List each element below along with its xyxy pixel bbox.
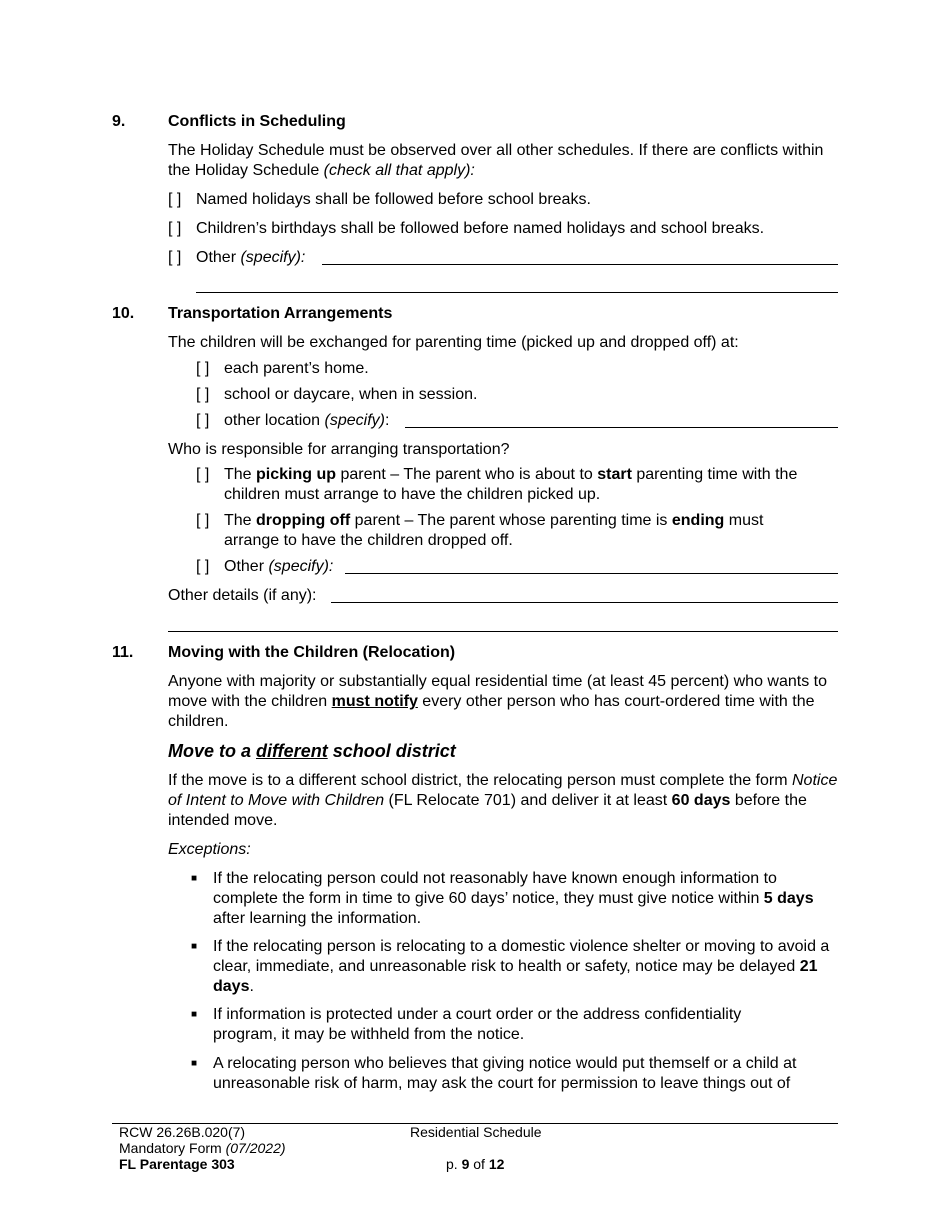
section-10-number: 10. [112, 305, 135, 322]
holiday-option-named[interactable]: [ ] Named holidays shall be followed before school breaks. [168, 191, 591, 208]
location-other-specify-line[interactable] [405, 427, 838, 428]
section-10-intro: The children will be exchanged for parenting time (picked up and dropped off) at: [168, 334, 739, 351]
section-9-number: 9. [112, 113, 126, 130]
transport-question: Who is responsible for arranging transportation? [168, 441, 510, 458]
holiday-other-continuation-line[interactable] [196, 292, 838, 293]
bullet-icon: ■ [191, 1009, 198, 1020]
checkbox[interactable]: [ ] [196, 360, 210, 377]
footer-rcw: RCW 26.26B.020(7) [119, 1124, 246, 1140]
subheading-different-school-district: Move to a different school district [168, 741, 456, 761]
other-details-line[interactable] [331, 602, 838, 603]
location-option-other[interactable]: [ ] other location (specify): [196, 412, 390, 429]
section-9-intro: The Holiday Schedule must be observed over all other schedules. If there are conflicts within the Holiday Schedule (check all that apply): [168, 142, 824, 179]
responsible-option-dropping-off[interactable]: [ ] The dropping off parent – The parent whose parenting time is ending must arrange to have the children dropped off. [196, 512, 764, 549]
checkbox[interactable]: [ ] [168, 191, 182, 208]
footer-mandatory-form: Mandatory Form (07/2022) [119, 1140, 286, 1156]
relocation-notice-paragraph: Anyone with majority or substantially equal residential time (at least 45 percent) who wants to move with the children must notify every other person who has court-ordered time with the children. [168, 673, 827, 730]
checkbox[interactable]: [ ] [196, 512, 210, 529]
other-details-continuation-line[interactable] [168, 631, 838, 632]
exception-item-4: A relocating person who believes that giving notice would put themself or a child at unreasonable risk of harm, may ask the court for permission to leave things out of [213, 1055, 797, 1092]
checkbox[interactable]: [ ] [196, 412, 210, 429]
bullet-icon: ■ [191, 1058, 198, 1069]
location-option-school[interactable]: [ ] school or daycare, when in session. [196, 386, 478, 403]
bullet-icon: ■ [191, 873, 198, 884]
footer-form-number: FL Parentage 303 [119, 1156, 235, 1172]
different-district-paragraph: If the move is to a different school district, the relocating person must complete the form Notice of Intent to Move with Children (FL Relocate 701) and deliver it at least 60 days before the intended move. [168, 772, 838, 829]
exception-item-2: If the relocating person is relocating to a domestic violence shelter or moving to avoid a clear, immediate, and unreasonable risk to health or safety, notice may be delayed 21 days. [213, 938, 830, 995]
footer-page-number: p. 9 of 12 [446, 1156, 505, 1172]
exception-item-1: If the relocating person could not reasonably have known enough information to complete the form in time to give 60 days’ notice, they must give notice within 5 days after learning the information. [213, 870, 814, 927]
bullet-icon: ■ [191, 941, 198, 952]
footer-document-title: Residential Schedule [410, 1124, 542, 1140]
exception-item-3: If information is protected under a court order or the address confidentiality program, it may be withheld from the notice. [213, 1006, 742, 1043]
checkbox[interactable]: [ ] [196, 466, 210, 483]
other-details-label: Other details (if any): [168, 587, 317, 604]
location-option-home[interactable]: [ ] each parent’s home. [196, 360, 369, 377]
responsible-option-picking-up[interactable]: [ ] The picking up parent – The parent who is about to start parenting time with the children must arrange to have the children picked up. [196, 466, 798, 503]
responsible-other-specify-line[interactable] [345, 573, 838, 574]
responsible-option-other[interactable]: [ ] Other (specify): [196, 558, 334, 575]
exceptions-label: Exceptions: [168, 841, 251, 858]
checkbox[interactable]: [ ] [168, 220, 182, 237]
section-11-number: 11. [112, 644, 134, 661]
checkbox[interactable]: [ ] [196, 386, 210, 403]
section-10-title: Transportation Arrangements [168, 305, 393, 322]
section-9-title: Conflicts in Scheduling [168, 113, 346, 130]
checkbox[interactable]: [ ] [196, 558, 210, 575]
section-11-title: Moving with the Children (Relocation) [168, 644, 456, 661]
checkbox[interactable]: [ ] [168, 249, 182, 266]
holiday-other-specify-line[interactable] [322, 264, 838, 265]
holiday-option-other[interactable]: [ ] Other (specify): [168, 249, 306, 266]
holiday-option-birthdays[interactable]: [ ] Children’s birthdays shall be followed before named holidays and school breaks. [168, 220, 765, 237]
